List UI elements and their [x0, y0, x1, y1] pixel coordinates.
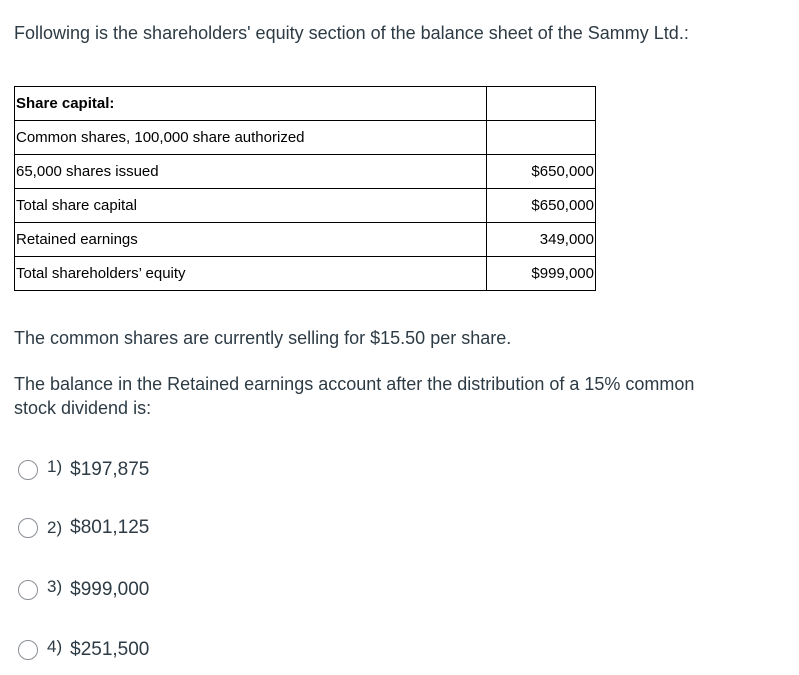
radio-button[interactable]: [18, 640, 38, 660]
option-number: 4): [47, 637, 63, 656]
question-prompt: The balance in the Retained earnings account after the distribution of a 15% common stock dividend is:: [14, 374, 695, 418]
table-row: [15, 223, 596, 257]
radio-button[interactable]: [18, 460, 38, 480]
row-amount: [486, 121, 595, 155]
answer-option-1[interactable]: [18, 457, 149, 483]
row-label: Share capital:: [15, 87, 487, 121]
radio-button[interactable]: [18, 518, 38, 538]
table-row: [15, 257, 596, 291]
option-number: 1): [47, 457, 63, 476]
row-amount: [486, 87, 595, 121]
radio-button[interactable]: [18, 580, 38, 600]
row-label: Common shares, 100,000 share authorized: [15, 121, 487, 155]
row-amount: $650,000: [486, 155, 595, 189]
answer-option-2[interactable]: [18, 515, 149, 541]
option-value: $801,125: [70, 517, 150, 538]
option-number: 3): [47, 577, 63, 596]
table-row: [15, 155, 596, 189]
share-price-text: The common shares are currently selling for $15.50 per share.: [14, 328, 512, 348]
answer-option-3[interactable]: [18, 577, 149, 603]
option-value: $999,000: [70, 579, 150, 600]
row-label: Total shareholders’ equity: [15, 257, 487, 291]
row-amount: 349,000: [486, 223, 595, 257]
table-row: [15, 121, 596, 155]
option-value: $197,875: [70, 459, 150, 480]
row-label: Retained earnings: [15, 223, 487, 257]
row-label: 65,000 shares issued: [15, 155, 487, 189]
equity-table: [14, 86, 596, 291]
answer-option-4[interactable]: [18, 637, 149, 663]
row-amount: $650,000: [486, 189, 595, 223]
row-label: Total share capital: [15, 189, 487, 223]
option-number: 2): [47, 518, 63, 537]
option-value: $251,500: [70, 639, 150, 660]
table-row: [15, 189, 596, 223]
question-intro: Following is the shareholders' equity section of the balance sheet of the Sammy Ltd.:: [14, 23, 689, 43]
row-amount: $999,000: [486, 257, 595, 291]
table-row: [15, 87, 596, 121]
